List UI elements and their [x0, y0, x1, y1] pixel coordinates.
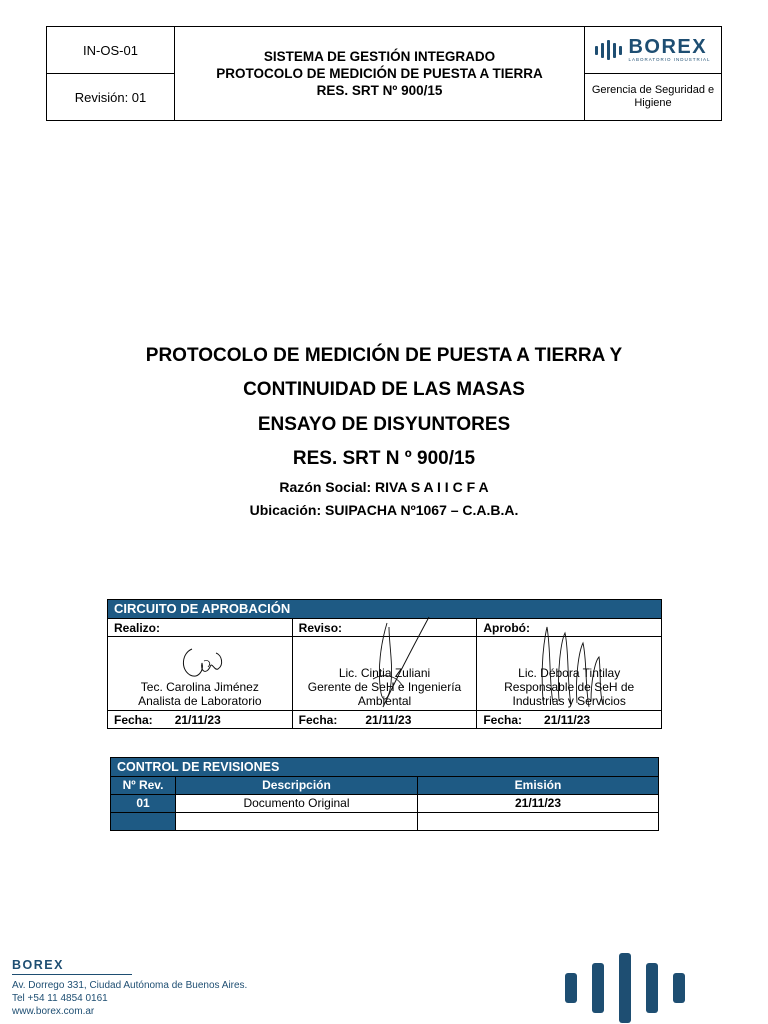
- signature-jimenez-icon: [178, 641, 234, 681]
- footer-address: Av. Dorrego 331, Ciudad Autónoma de Buenos Aires.: [12, 980, 248, 991]
- logo-bars-icon: [595, 40, 622, 60]
- signer-role: Responsable de SeH de Industrias y Servicios: [504, 680, 635, 708]
- table-row: [111, 812, 658, 830]
- table-row: [111, 794, 658, 812]
- approval-dates-row: [108, 710, 661, 728]
- rev-emission: 21/11/23: [417, 795, 658, 812]
- logo-word: BOREX: [628, 36, 708, 58]
- department-name: Gerencia de Seguridad e Higiene: [591, 84, 715, 109]
- revisions-title: CONTROL DE REVISIONES: [111, 758, 658, 776]
- revision-number: Revisión: 01: [74, 89, 147, 105]
- date-reviso: Fecha: 21/11/23: [292, 710, 477, 728]
- signer-role: Analista de Laboratorio: [138, 694, 262, 708]
- footer-web: www.borex.com.ar: [12, 1006, 95, 1017]
- doc-title-line-1: PROTOCOLO DE MEDICIÓN DE PUESTA A TIERRA Y: [145, 345, 623, 366]
- header-right: [585, 27, 721, 120]
- document-header: [46, 26, 722, 121]
- signer-name: Tec. Carolina Jiménez: [140, 680, 259, 694]
- signer-name: Lic. Cintia Zuliani: [338, 666, 431, 680]
- label-realizo: Realizo:: [108, 618, 292, 636]
- rev-emission: [417, 813, 658, 830]
- col-header-rev: Nº Rev.: [111, 777, 175, 794]
- approval-table: [107, 599, 662, 729]
- col-header-description: Descripción: [175, 777, 417, 794]
- date-aprobo: Fecha: 21/11/23: [476, 710, 661, 728]
- header-title-line: SISTEMA DE GESTIÓN INTEGRADO: [263, 49, 496, 64]
- doc-title-line-3: ENSAYO DE DISYUNTORES: [257, 414, 511, 435]
- footer-brand: BOREX: [12, 958, 64, 972]
- footer-logo-bars-icon: [565, 952, 685, 1024]
- rev-number: [111, 813, 175, 830]
- document-code: IN-OS-01: [47, 27, 174, 74]
- header-title: [175, 27, 585, 120]
- ubicacion: Ubicación: SUIPACHA Nº1067 – C.A.B.A.: [249, 502, 519, 518]
- approval-signatures-row: [108, 636, 661, 710]
- doc-title-line-4: RES. SRT N º 900/15: [292, 448, 476, 469]
- approval-labels-row: [108, 618, 661, 636]
- footer-contact: [12, 958, 247, 1018]
- label-aprobo: Aprobó:: [476, 618, 661, 636]
- rev-number: 01: [111, 795, 175, 812]
- header-title-line: RES. SRT Nº 900/15: [316, 83, 443, 98]
- revisions-header-row: [111, 776, 658, 794]
- footer-divider: [12, 974, 132, 975]
- header-title-line: PROTOCOLO DE MEDICIÓN DE PUESTA A TIERRA: [216, 66, 543, 81]
- rev-description: Documento Original: [175, 795, 417, 812]
- doc-title-line-2: CONTINUIDAD DE LAS MASAS: [243, 379, 525, 400]
- date-realizo: Fecha: 21/11/23: [108, 710, 292, 728]
- signer-name: Lic. Débora Tintilay: [518, 666, 621, 680]
- logo-subtitle: LABORATORIO INDUSTRIAL: [628, 57, 711, 62]
- borex-logo: [585, 27, 721, 74]
- footer-phone: Tel +54 11 4854 0161: [12, 993, 108, 1004]
- header-left: [47, 27, 175, 120]
- signer-role: Gerente de SeH e Ingeniería Ambiental: [307, 680, 462, 708]
- label-reviso: Reviso:: [292, 618, 477, 636]
- col-header-emission: Emisión: [417, 777, 658, 794]
- revisions-table: [110, 757, 659, 831]
- signature-cell-realizo: [108, 636, 292, 710]
- signature-cell-reviso: [292, 636, 477, 710]
- approval-title: CIRCUITO DE APROBACIÓN: [108, 600, 661, 618]
- signature-cell-aprobo: [476, 636, 661, 710]
- razon-social: Razón Social: RIVA S A I I C F A: [279, 479, 489, 495]
- rev-description: [175, 813, 417, 830]
